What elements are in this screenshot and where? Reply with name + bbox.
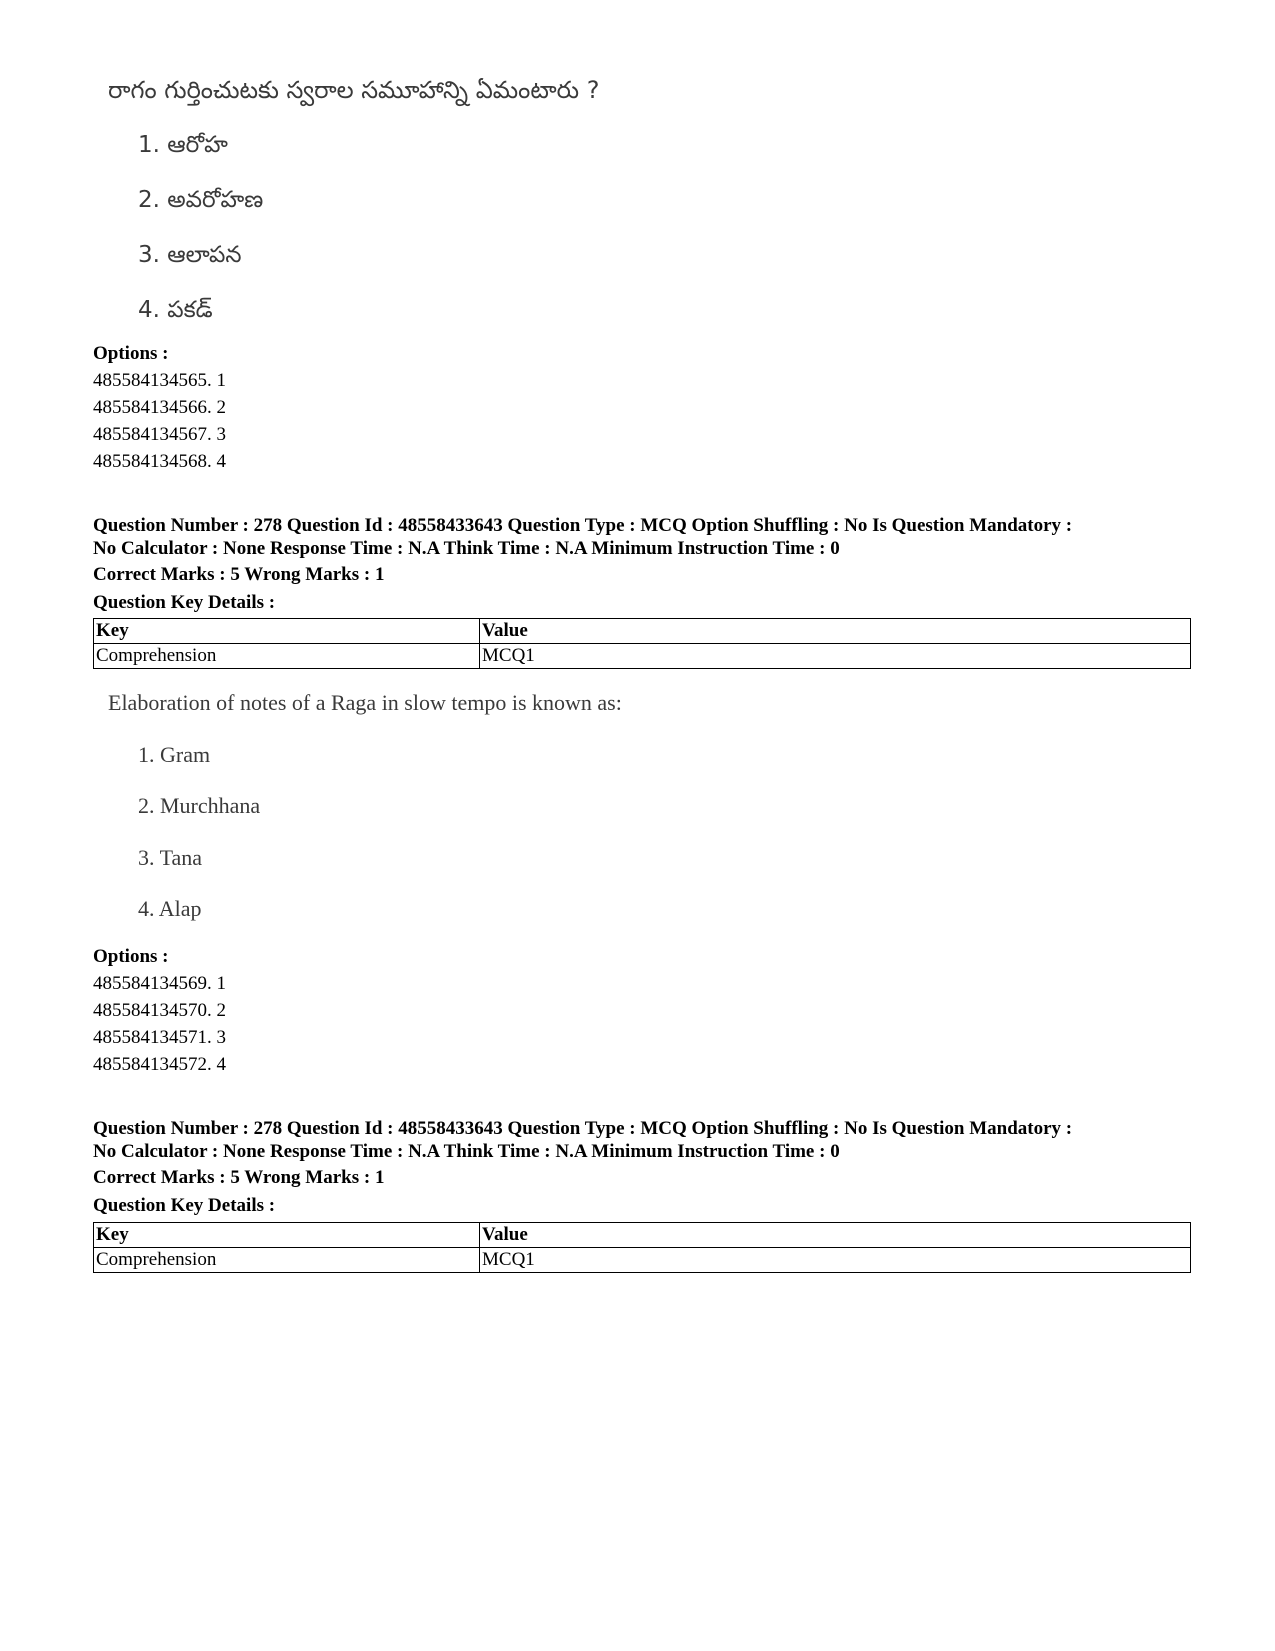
- key-details-table: [93, 618, 1191, 669]
- question-image-english: [108, 690, 668, 930]
- cell-value: MCQ1: [480, 644, 1191, 669]
- question-text: రాగం గుర్తించుటకు స్వరాల సమూహాన్ని ఏమంటారు ?: [108, 76, 600, 104]
- choice-2: 2. Murchhana: [138, 793, 261, 818]
- options-heading: Options :: [93, 946, 169, 967]
- option-id: 485584134568. 4: [93, 451, 226, 472]
- option-id: 485584134569. 1: [93, 973, 226, 994]
- question-text: Elaboration of notes of a Raga in slow tempo is known as:: [108, 690, 622, 715]
- key-details-heading: Question Key Details :: [93, 1195, 276, 1216]
- choice-4: 4. పకడ్: [138, 297, 213, 323]
- choice-1: 1. Gram: [138, 742, 211, 767]
- choice-3: 3. ఆలాపన: [138, 242, 242, 268]
- marks-line: Correct Marks : 5 Wrong Marks : 1: [93, 564, 385, 585]
- options-heading: Options :: [93, 343, 169, 364]
- meta-line-2: No Calculator : None Response Time : N.A Think Time : N.A Minimum Instruction Time : 0: [93, 1141, 840, 1162]
- key-details-table: [93, 1222, 1191, 1273]
- cell-key: Comprehension: [94, 1248, 480, 1273]
- choice-4: 4. Alap: [138, 896, 202, 921]
- choice-1: 1. ఆరోహ: [138, 132, 228, 158]
- options-section: [93, 340, 226, 475]
- header-key: Key: [94, 1223, 480, 1248]
- header-value: Value: [480, 619, 1191, 644]
- meta-line-1: Question Number : 278 Question Id : 48558433643 Question Type : MCQ Option Shuffling : No Is Question Mandatory :: [93, 515, 1073, 536]
- question-image-telugu: [108, 76, 668, 346]
- options-section: [93, 943, 226, 1078]
- choice-2: 2. అవరోహణ: [138, 187, 264, 213]
- option-id: 485584134566. 2: [93, 397, 226, 418]
- choice-3: 3. Tana: [138, 845, 203, 870]
- cell-value: MCQ1: [480, 1248, 1191, 1273]
- header-value: Value: [480, 1223, 1191, 1248]
- key-details-heading: Question Key Details :: [93, 592, 276, 613]
- question-meta: [93, 1117, 1193, 1163]
- marks-line: Correct Marks : 5 Wrong Marks : 1: [93, 1167, 385, 1188]
- table-header-row: [94, 1223, 1191, 1248]
- option-id: 485584134567. 3: [93, 424, 226, 445]
- table-row: [94, 644, 1191, 669]
- meta-line-1: Question Number : 278 Question Id : 48558433643 Question Type : MCQ Option Shuffling : No Is Question Mandatory :: [93, 1118, 1073, 1139]
- table-row: [94, 1248, 1191, 1273]
- option-id: 485584134572. 4: [93, 1054, 226, 1075]
- question-meta: [93, 514, 1193, 560]
- cell-key: Comprehension: [94, 644, 480, 669]
- table-header-row: [94, 619, 1191, 644]
- header-key: Key: [94, 619, 480, 644]
- option-id: 485584134571. 3: [93, 1027, 226, 1048]
- option-id: 485584134570. 2: [93, 1000, 226, 1021]
- meta-line-2: No Calculator : None Response Time : N.A Think Time : N.A Minimum Instruction Time : 0: [93, 538, 840, 559]
- option-id: 485584134565. 1: [93, 370, 226, 391]
